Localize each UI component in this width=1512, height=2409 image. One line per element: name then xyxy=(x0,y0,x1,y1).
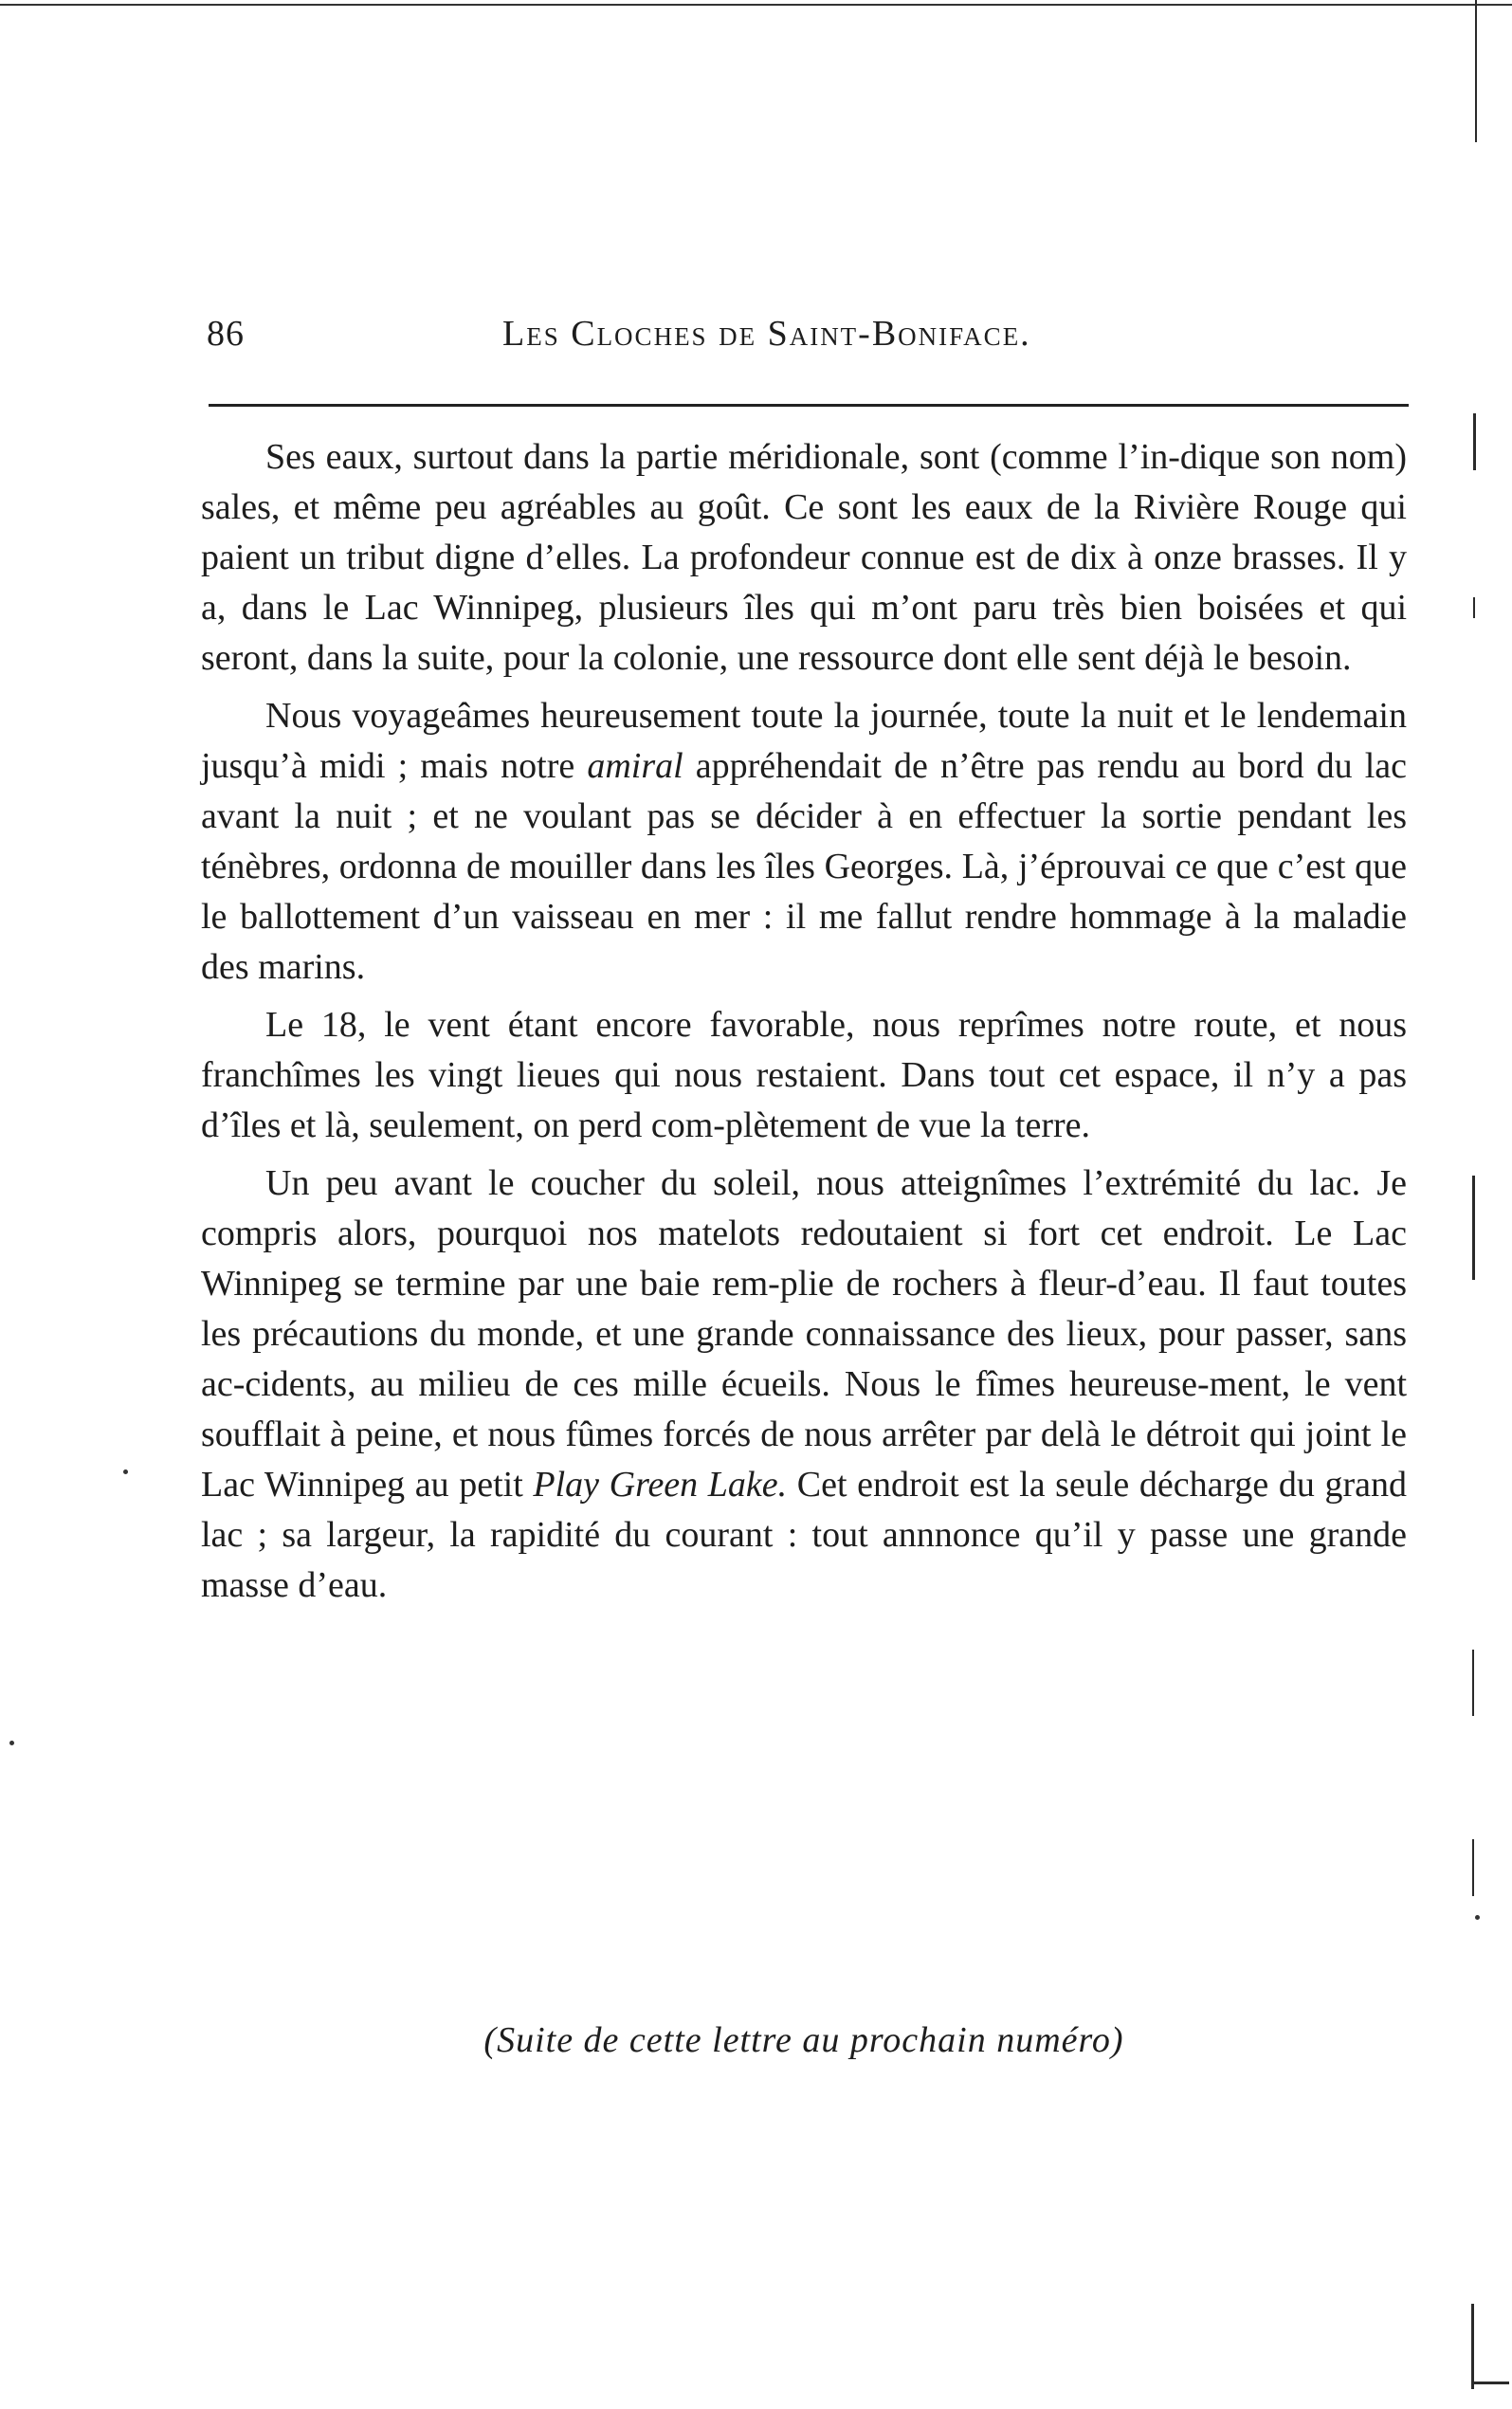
margin-mark xyxy=(1473,597,1475,618)
margin-mark xyxy=(1471,2304,1474,2389)
header-rule xyxy=(209,404,1409,407)
scan-speck xyxy=(9,1741,14,1745)
paragraph-text: appréhendait de n’être pas rendu au bord du lac avant la nuit ; et ne voulant pas se décider à en effectuer la sortie pendant les ténèbres, ordonna de mouiller dans les îles Georges. Là, j’éprouvai ce que c’est que le ballottement d’un vaisseau en mer : il me fallut rendre hommage à la maladie des marins. xyxy=(201,746,1407,987)
paragraph xyxy=(201,1159,1407,1611)
margin-mark xyxy=(1471,2382,1509,2384)
scan-speck xyxy=(1475,1915,1480,1920)
margin-mark xyxy=(1472,1176,1475,1280)
paragraph-text: Le 18, le vent étant encore favorable, nous reprîmes notre route, et nous franchîmes les vingt lieues qui nous restaient. Dans tout cet espace, il n’y a pas d’îles et là, seulement, on perd com-plètement de vue la terre. xyxy=(201,1005,1407,1145)
paragraph-text: Un peu avant le coucher du soleil, nous atteignîmes l’extrémité du lac. Je compris alors, pourquoi nos matelots redoutaient si fort cet endroit. Le Lac Winnipeg se termine par une baie rem-plie de rochers à fleur-d’eau. Il faut toutes les précautions du monde, et une grande connaissance des lieux, pour passer, sans ac-cidents, au milieu de ces mille écueils. Nous le fîmes heureuse-ment, le vent soufflait à peine, et nous fûmes forcés de nous arrêter par delà le détroit qui joint le Lac Winnipeg au petit xyxy=(201,1163,1407,1505)
margin-mark xyxy=(1473,413,1476,470)
running-title: Les Cloches de Saint-Boniface. xyxy=(502,314,1031,354)
continuation-note: (Suite de cette lettre au prochain numéro) xyxy=(483,2020,1124,2060)
paragraph xyxy=(201,691,1407,993)
page-number: 86 xyxy=(207,314,245,354)
margin-mark xyxy=(1472,1650,1474,1716)
italic-text: amiral xyxy=(587,746,683,786)
paragraph xyxy=(201,432,1407,684)
paragraph xyxy=(201,1000,1407,1151)
paragraph-text: Nous voyageâmes heureusement toute la journée, toute la nuit et le lendemain jusqu’à midi ; mais notre xyxy=(201,696,1407,786)
margin-mark xyxy=(1475,0,1477,142)
top-border-rule xyxy=(0,4,1512,6)
paragraph-text: Cet endroit est la seule décharge du grand lac ; sa largeur, la rapidité du courant : tout annnonce qu’il y passe une grande masse d’eau. xyxy=(201,1465,1407,1605)
paragraph-text: Ses eaux, surtout dans la partie méridionale, sont (comme l’in-dique son nom) sales, et même peu agréables au goût. Ce sont les eaux de la Rivière Rouge qui paient un tribut digne d’elles. La profondeur connue est de dix à onze brasses. Il y a, dans le Lac Winnipeg, plusieurs îles qui m’ont paru très bien boisées et qui seront, dans la suite, pour la colonie, une ressource dont elle sent déjà le besoin. xyxy=(201,437,1407,678)
page-header xyxy=(203,313,1426,370)
body-text xyxy=(201,432,1407,1618)
margin-mark xyxy=(1472,1839,1474,1896)
italic-text: Play Green Lake. xyxy=(533,1465,788,1505)
scan-speck xyxy=(123,1469,128,1474)
